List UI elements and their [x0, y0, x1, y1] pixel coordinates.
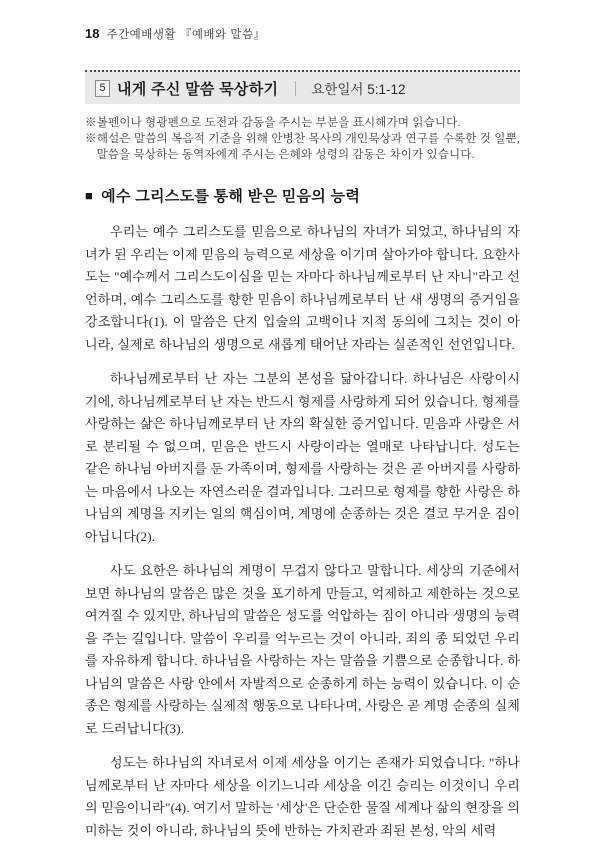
section-heading-text: 예수 그리스도를 통해 받은 믿음의 능력	[101, 188, 361, 205]
commentary-paragraph: 우리는 예수 그리스도를 믿음으로 하나님의 자녀가 되었고, 하나님의 자녀가 된 우리는 이제 믿음의 능력으로 세상을 이기며 살아가야 합니다. 요한사도는 "예수께서 그리스도이심을 믿는 자마다 하나님께로부터 난 자니"라고 선언하며, 예수 그리스도를 향한 믿음이 하나님께로부터 난 새 생명의 증거임을 강조합니다(1). 이 말씀은 단지 입술의 고백이나 지적 동의에 그치는 것이 아니라, 실제로 하나님의 생명으로 새롭게 태어난 자라는 실존적인 선언입니다.	[85, 224, 520, 352]
commentary-paragraph: 성도는 하나님의 자녀로서 이제 세상을 이기는 존재가 되었습니다. "하나님께로부터 난 자마다 세상을 이기느니라 세상을 이긴 승리는 이것이니 우리의 믿음이니라"(4). 여기서 말하는 '세상'은 단순한 물질 세계나 삶의 현장을 의미하는 것이 아니라, 하나님의 뜻에 반하는 가치관과 죄된 본성, 악의 세력	[85, 755, 520, 838]
reading-guideline-notes	[85, 115, 520, 163]
note-item: ※해설은 말씀의 복음적 기준을 위해 안병찬 목사의 개인묵상과 연구를 수록한 것 일뿐, 말씀을 묵상하는 동역자에게 주시는 은혜와 성령의 감동은 차이가 있습니다.	[85, 133, 520, 161]
scripture-reference: 요한일서 5:1-12	[311, 82, 406, 97]
section-heading	[85, 185, 520, 206]
commentary-body	[85, 221, 520, 842]
note-item: ※볼펜이나 형광펜으로 도전과 감동을 주시는 부분을 표시해가며 읽습니다.	[85, 117, 461, 129]
title-separator-divider	[295, 81, 296, 96]
page-header	[85, 26, 520, 42]
square-bullet-icon: ■	[85, 188, 94, 203]
book-title: 주간예배생활 『예배와 말씀』	[106, 29, 266, 41]
lesson-title: 내게 주신 말씀 묵상하기	[117, 80, 279, 98]
commentary-paragraph: 하나님께로부터 난 자는 그분의 본성을 닮아갑니다. 하나님은 사랑이시기에, 하나님께로부터 난 자는 반드시 형제를 사랑하게 되어 있습니다. 형제를 사랑하는 삶은 하나님께로부터 난 자의 확실한 증거입니다. 믿음과 사랑은 서로 분리될 수 없으며, 믿음은 반드시 사랑이라는 열매로 나타납니다. 성도는 같은 하나님 아버지를 둔 가족이며, 형제를 사랑하는 것은 곧 아버지를 사랑하는 마음에서 나오는 자연스러운 결과입니다. 그러므로 형제를 향한 사랑은 하나님의 계명을 지키는 일의 핵심이며, 계명에 순종하는 것은 결코 무거운 짐이 아닙니다(2).	[85, 371, 520, 544]
commentary-paragraph: 사도 요한은 하나님의 계명이 무겁지 않다고 말합니다. 세상의 기준에서 보면 하나님의 말씀은 많은 것을 포기하게 만들고, 억제하고 제한하는 것으로 여겨질 수 있지만, 하나님의 말씀은 성도를 억압하는 짐이 아니라 생명의 능력을 주는 길입니다. 말씀이 우리를 억누르는 것이 아니라, 죄의 종 되었던 우리를 자유하게 합니다. 하나님을 사랑하는 자는 말씀을 기쁨으로 순종합니다. 하나님의 말씀은 사랑 안에서 자발적으로 순종하게 하는 능력이 있습니다. 이 순종은 형제를 사랑하는 실제적 행동으로 나타나며, 사랑은 곧 계명 순종의 실체로 드러납니다(3).	[85, 563, 520, 736]
lesson-title-bar	[85, 70, 520, 104]
lesson-number-box: 5	[95, 80, 110, 97]
page-number: 18	[85, 26, 100, 41]
